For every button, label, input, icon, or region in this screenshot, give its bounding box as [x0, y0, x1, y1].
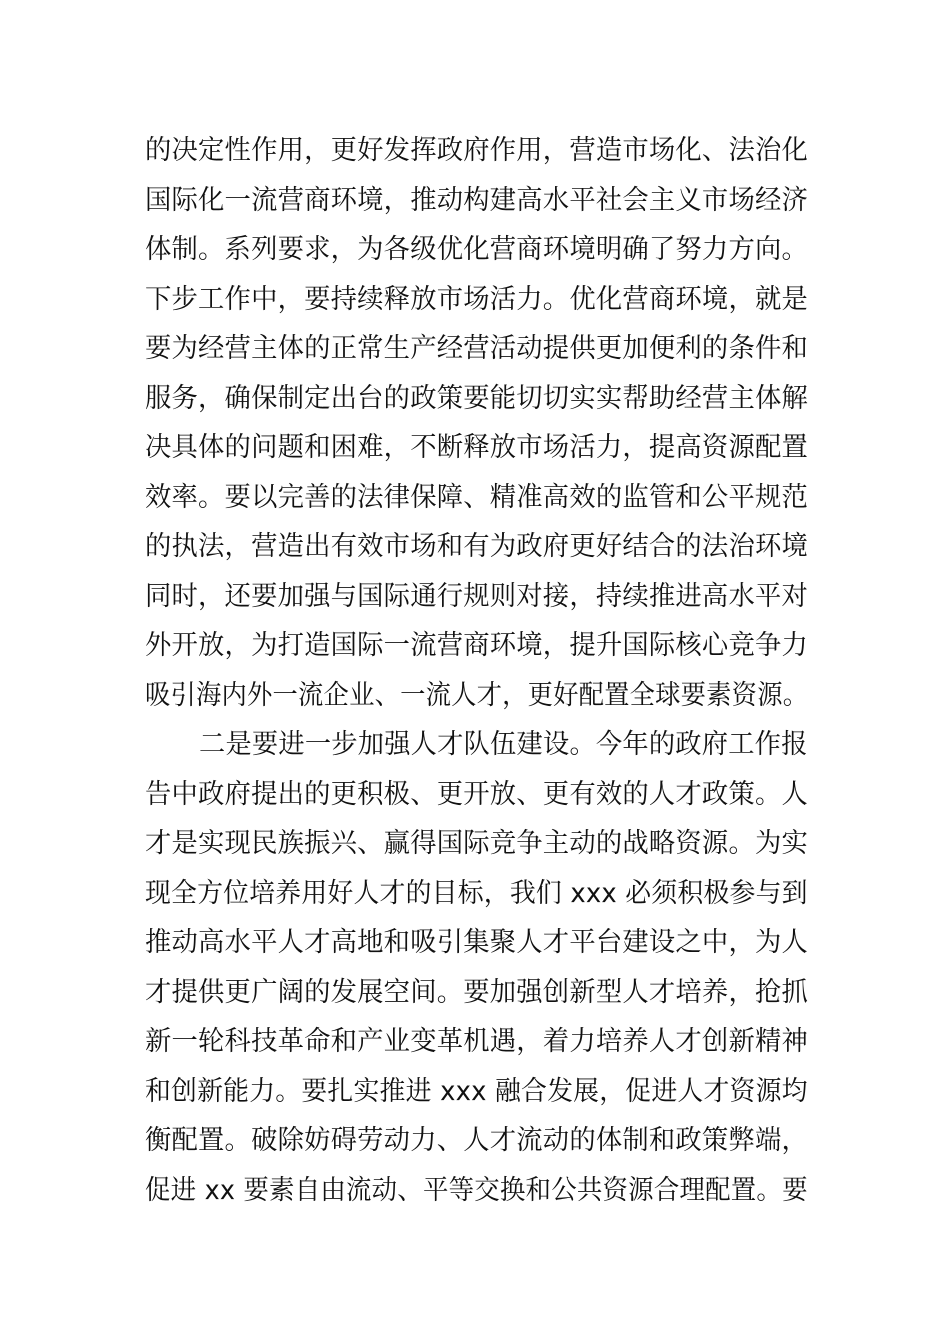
- text-line: 告中政府提出的更积极、更开放、更有效的人才政策。人: [145, 778, 808, 810]
- text-line: 才提供更广阔的发展空间。要加强创新型人才培养，抢抓: [145, 976, 808, 1008]
- text-line: 新一轮科技革命和产业变革机遇，着力培养人才创新精神: [145, 1026, 808, 1057]
- text-line: 现全方位培养用好人才的目标，我们 xxx 必须积极参与到: [145, 877, 808, 909]
- text-line: 体制。系列要求，为各级优化营商环境明确了努力方向。: [145, 234, 808, 265]
- text-line: 国际化一流营商环境，推动构建高水平社会主义市场经济: [145, 184, 808, 216]
- text-line: 促进 xx 要素自由流动、平等交换和公共资源合理配置。要: [145, 1174, 808, 1206]
- text-line: 的执法，营造出有效市场和有为政府更好结合的法治环境: [145, 531, 808, 562]
- text-line: 才是实现民族振兴、赢得国际竞争主动的战略资源。为实: [145, 828, 808, 859]
- text-line: 决具体的问题和困难，不断释放市场活力，提高资源配置: [145, 432, 808, 463]
- text-line: 的决定性作用，更好发挥政府作用，营造市场化、法治化: [145, 135, 808, 166]
- text-line: 外开放，为打造国际一流营商环境，提升国际核心竞争力: [145, 630, 808, 661]
- text-line: 衡配置。破除妨碍劳动力、人才流动的体制和政策弊端，: [145, 1125, 808, 1156]
- paragraph-first-line: 二是要进一步加强人才队伍建设。今年的政府工作报: [199, 729, 808, 760]
- text-line: 推动高水平人才高地和吸引集聚人才平台建设之中，为人: [145, 927, 808, 958]
- text-line: 效率。要以完善的法律保障、精准高效的监管和公平规范: [145, 481, 808, 513]
- text-line: 下步工作中，要持续释放市场活力。优化营商环境，就是: [145, 283, 808, 315]
- text-line: 吸引海内外一流企业、一流人才，更好配置全球要素资源。: [145, 679, 809, 711]
- text-line: 服务，确保制定出台的政策要能切切实实帮助经营主体解: [145, 382, 808, 414]
- text-line: 要为经营主体的正常生产经营活动提供更加便利的条件和: [145, 333, 808, 364]
- text-line: 同时，还要加强与国际通行规则对接，持续推进高水平对: [145, 580, 808, 612]
- text-line: 和创新能力。要扎实推进 xxx 融合发展，促进人才资源均: [145, 1075, 808, 1107]
